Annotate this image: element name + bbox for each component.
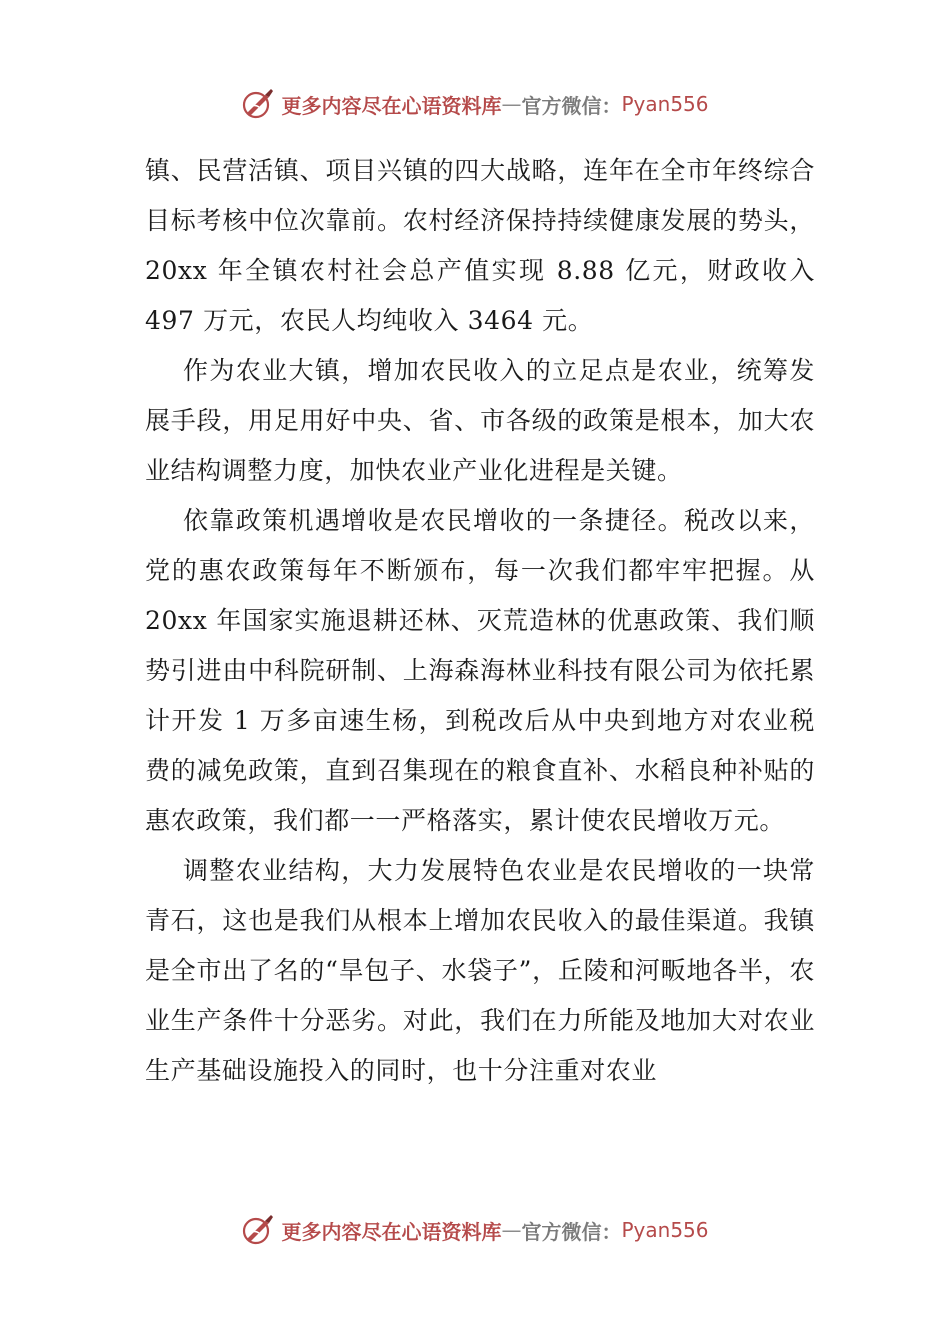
pen-logo-icon xyxy=(241,87,275,121)
header-separator: — xyxy=(501,92,522,116)
header-banner xyxy=(0,84,950,124)
pen-logo-icon xyxy=(241,1213,275,1247)
header-wechat-handle: Pyan556 xyxy=(621,92,709,116)
footer-banner xyxy=(0,1210,950,1250)
footer-brand-text: 更多内容尽在心语资料库 xyxy=(281,1219,502,1244)
document-body xyxy=(145,146,815,1096)
paragraph-4: 调整农业结构，大力发展特色农业是农民增收的一块常青石，这也是我们从根本上增加农民收入的最佳渠道。我镇是全市出了名的“旱包子、水袋子”，丘陵和河畈地各半，农业生产条件十分恶劣。对此，我们在力所能及地加大对农业生产基础设施投入的同时，也十分注重对农业 xyxy=(145,856,815,1085)
paragraph-1: 镇、民营活镇、项目兴镇的四大战略，连年在全市年终综合目标考核中位次靠前。农村经济保持持续健康发展的势头，20xx 年全镇农村社会总产值实现 8.88 亿元，财政收入 497 万元，农民人均纯收入 3464 元。 xyxy=(145,156,815,335)
footer-wechat-label: 官方微信： xyxy=(521,1219,622,1244)
paragraph-3: 依靠政策机遇增收是农民增收的一条捷径。税改以来，党的惠农政策每年不断颁布，每一次我们都牢牢把握。从 20xx 年国家实施退耕还林、灭荒造林的优惠政策、我们顺势引进由中科院研制、上海森海林业科技有限公司为依托累计开发 1 万多亩速生杨，到税改后从中央到地方对农业税费的减免政策，直到召集现在的粮食直补、水稻良种补贴的惠农政策，我们都一一严格落实，累计使农民增收万元。 xyxy=(145,506,815,835)
paragraph-2: 作为农业大镇，增加农民收入的立足点是农业，统筹发展手段，用足用好中央、省、市各级的政策是根本，加大农业结构调整力度，加快农业产业化进程是关键。 xyxy=(145,356,815,485)
header-wechat-label: 官方微信： xyxy=(521,93,622,118)
header-brand-text: 更多内容尽在心语资料库 xyxy=(281,93,502,118)
footer-wechat-handle: Pyan556 xyxy=(621,1218,709,1242)
footer-separator: — xyxy=(501,1218,522,1242)
